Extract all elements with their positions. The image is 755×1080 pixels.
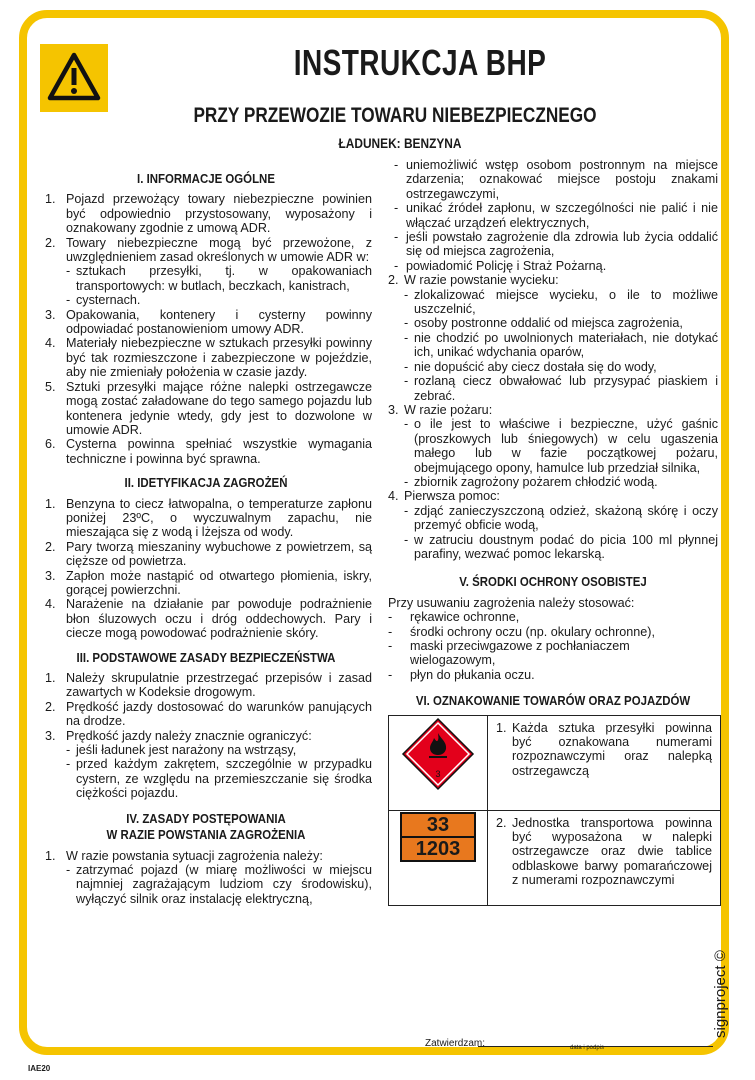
list-item: 1. Należy skrupulatnie przestrzegać przepisów i zasad zawartych w Kodeksie drogowym.	[45, 671, 372, 700]
sub-item: - unikać źródeł zapłonu, w szczególności nie palić i nie włączać urządzeń elektrycznych,	[388, 201, 718, 230]
sub-item: - zlokalizować miejsce wycieku, o ile to możliwe uszczelnić,	[404, 288, 718, 317]
marking-table	[388, 715, 721, 906]
list-item: 3. Prędkość jazdy należy znacznie ograniczyć: - jeśli ładunek jest narażony na wstrząsy, - przed każdym zakrętem, szczególnie w przypadku cystern, ze względu na przemieszczanie się środka ciężkości pojazdu.	[40, 729, 372, 801]
list-item: - płyn do płukania oczu.	[388, 668, 718, 682]
sub-item: - jeśli ładunek jest narażony na wstrząsy,	[66, 743, 372, 757]
sub-list	[404, 417, 718, 489]
sub-item: - nie chodzić po uwolnionych materiałach, nie dotykać ich, unikać wdychania oparów,	[404, 331, 718, 360]
sub-item: - rozlaną ciecz obwałować lub przysypać piaskiem i zebrać.	[404, 374, 718, 403]
sub-list	[66, 264, 372, 307]
section-heading: VI. OZNAKOWANIE TOWARÓW ORAZ POJAZDÓW	[415, 693, 691, 709]
section-list	[40, 849, 372, 907]
list-item: - rękawice ochronne,	[388, 610, 718, 624]
product-code: IAE20	[28, 1064, 51, 1073]
flammable-diamond-icon	[401, 717, 475, 791]
sub-item: - zatrzymać pojazd (w miarę możliwości w miejscu najmniej zagrażającym ludziom czy środowisku), wyłączyć silnik oraz instalację elektryczną,	[66, 863, 372, 906]
sub-item: - jeśli powstało zagrożenie dla zdrowia lub życia oddalić się od miejsca zagrożenia,	[388, 230, 718, 259]
hazard-label-cell	[389, 715, 488, 810]
section-list	[40, 497, 372, 641]
warning-sign	[40, 44, 108, 112]
sub-item: - sztukach przesyłki, tj. w opakowaniach transportowych: w butlach, beczkach, kanistrach,	[66, 264, 372, 293]
sub-item: - zdjąć zanieczyszczoną odzież, skażoną skórę i oczy przemyć obficie wodą,	[404, 504, 718, 533]
sub-item: - nie dopuścić aby ciecz dostała się do wody,	[404, 360, 718, 374]
list-item: - maski przeciwgazowe z pochłaniaczem wielogazowym,	[388, 639, 718, 668]
table-row	[389, 715, 721, 810]
list-item: 2. Towary niebezpieczne mogą być przewożone, z uwzględnieniem zasad określonych w umowie ADR w: - sztukach przesyłki, tj. w opakowaniach transportowych: w butlach, beczkach, kanistrach, - cysternach.	[40, 236, 372, 308]
list-item: 3. W razie pożaru: - o ile jest to właściwe i bezpieczne, użyć gaśnic (proszkowych lub śniegowych) w celu ugaszenia małego lub w fazie początkowej pożaru, obejmującego opony, hamulce lub przedział silnika, - zbiornik zagrożony pożarem chłodzić wodą.	[388, 403, 718, 489]
cargo-label: ŁADUNEK: BENZYNA	[338, 135, 462, 151]
sub-item: - uniemożliwić wstęp osobom postronnym na miejsce zdarzenia; oznakować miejsce postoju znakami ostrzegawczymi,	[388, 158, 718, 201]
sub-item: - w zatruciu doustnym podać do picia 100 ml płynnej parafiny, wezwać pomoc lekarską.	[404, 533, 718, 562]
page-subtitle: PRZY PRZEWOZIE TOWARU NIEBEZPIECZNEGO	[193, 104, 597, 127]
orange-plate	[400, 812, 476, 862]
un-number: 1203	[415, 837, 461, 860]
left-column	[40, 172, 372, 916]
brand-text: signproject ©	[712, 950, 729, 1038]
list-item: 1. W razie powstania sytuacji zagrożenia należy: - zatrzymać pojazd (w miarę możliwości w miejscu najmniej zagrażającym ludziom czy środowisku), wyłączyć silnik oraz instalację elektryczną,	[40, 849, 372, 907]
sub-list	[388, 158, 718, 273]
right-column	[388, 158, 718, 906]
section-list	[388, 273, 718, 561]
list-item: 3. Zapłon może nastąpić od otwartego płomienia, iskry, gorącej powierzchni.	[45, 568, 372, 597]
list-item: 1. Pojazd przewożący towary niebezpieczne powinien być odpowiednio przystosowany, wyposażony i oznakowany zgodnie z umową ADR.	[45, 192, 372, 236]
marking-text: 1. Każda sztuka przesyłki powinna być oznakowana numerami rozpoznawczymi oraz nalepką ostrzegawczą	[488, 715, 721, 810]
list-item: 3. Opakowania, kontenery i cysterny powinny odpowiadać postanowieniom umowy ADR.	[45, 307, 372, 337]
list-item: 2. Prędkość jazdy dostosować do warunków panujących na drodze.	[45, 699, 372, 729]
list-item: - środki ochrony oczu (np. okulary ochronne),	[388, 625, 718, 639]
orange-plate-cell	[389, 810, 488, 905]
list-item: 1. Benzyna to ciecz łatwopalna, o temperaturze zapłonu poniżej 23ºC, o wyczuwalnym zapachu, nie mieszająca się z wodą i lżejsza od wody.	[45, 496, 372, 540]
list-item: 2. W razie powstanie wycieku: - zlokalizować miejsce wycieku, o ile to możliwe uszczelnić, - osoby postronne oddalić od miejsca zagrożenia, - nie chodzić po uwolnionych materiałach, nie dotykać ich, unikać wdychania oparów, - nie dopuścić aby ciecz dostała się do wody, - rozlaną ciecz obwałować lub przysypać piaskiem i zebrać.	[388, 273, 718, 403]
sub-item: - cysternach.	[66, 293, 372, 307]
warning-triangle-icon	[47, 51, 101, 103]
sub-item: - powiadomić Policję i Straż Pożarną.	[388, 259, 718, 273]
sub-list	[404, 288, 718, 403]
section-list	[40, 671, 372, 801]
hazard-id-number: 33	[402, 814, 474, 838]
page-title: INSTRUKCJA BHP	[293, 42, 547, 83]
section-heading: III. PODSTAWOWE ZASADY BEZPIECZEŃSTWA	[76, 649, 336, 665]
section-heading: I. INFORMACJE OGÓLNE	[137, 171, 275, 186]
sub-list	[404, 504, 718, 562]
list-item: 2. Pary tworzą mieszaniny wybuchowe z powietrzem, są cięższe od powietrza.	[45, 539, 372, 569]
list-item: 4. Narażenie na działanie par powoduje podrażnienie błon śluzowych oczu i dróg oddechowych. Pary i ciecze mogą powodować podrażnienie skóry.	[45, 597, 372, 641]
section-intro: Przy usuwaniu zagrożenia należy stosować:	[388, 595, 635, 610]
list-item: 4. Pierwsza pomoc: - zdjąć zanieczyszczoną odzież, skażoną skórę i oczy przemyć obficie wodą, - w zatruciu doustnym podać do picia 100 ml płynnej parafiny, wezwać pomoc lekarską.	[388, 489, 718, 561]
sub-item: - o ile jest to właściwe i bezpieczne, użyć gaśnic (proszkowych lub śniegowych) w celu ugaszenia małego lub w fazie początkowej pożaru, obejmującego opony, hamulce lub przedział silnika,	[404, 417, 718, 475]
section-heading: IV. ZASADY POSTĘPOWANIA W RAZIE POWSTANIA ZAGROŻENIA	[106, 810, 306, 842]
hazard-class-number: 3	[435, 768, 441, 779]
sub-item: - osoby postronne oddalić od miejsca zagrożenia,	[404, 316, 718, 330]
section-heading: II. IDETYFIKACJA ZAGROŻEŃ	[124, 475, 288, 491]
list-item: 5. Sztuki przesyłki mające różne nalepki ostrzegawcze mogą zostać załadowane do tego samego pojazdu lub kontenera jedynie wtedy, gdy jest to dozwolone w umowie ADR.	[45, 379, 372, 437]
sub-item: - zbiornik zagrożony pożarem chłodzić wodą.	[404, 475, 718, 489]
protection-list	[388, 610, 718, 682]
section-list	[40, 192, 372, 466]
list-item: 6. Cysterna powinna spełniać wszystkie wymagania techniczne i powinna być sprawna.	[45, 437, 372, 466]
sub-list	[66, 743, 372, 801]
section-heading: V. ŚRODKI OCHRONY OSOBISTEJ	[459, 574, 647, 590]
table-row	[389, 810, 721, 905]
approve-label: Zatwierdzam:	[425, 1038, 486, 1049]
signature-caption: data i podpis	[570, 1045, 605, 1051]
list-item: 4. Materiały niebezpieczne w sztukach przesyłki powinny być tak rozmieszczone i zabezpieczone w pojeździe, aby nie zmieniały położenia w czasie jazdy.	[45, 336, 372, 380]
sub-list	[66, 863, 372, 906]
marking-text: 2. Jednostka transportowa powinna być wyposażona w nalepki ostrzegawcze oraz dwie tablice odblaskowe barwy pomarańczowej z numerami rozpoznawczymi	[488, 810, 721, 905]
sub-item: - przed każdym zakrętem, szczególnie w przypadku cystern, ze względu na przemieszczanie się środka ciężkości pojazdu.	[66, 757, 372, 800]
